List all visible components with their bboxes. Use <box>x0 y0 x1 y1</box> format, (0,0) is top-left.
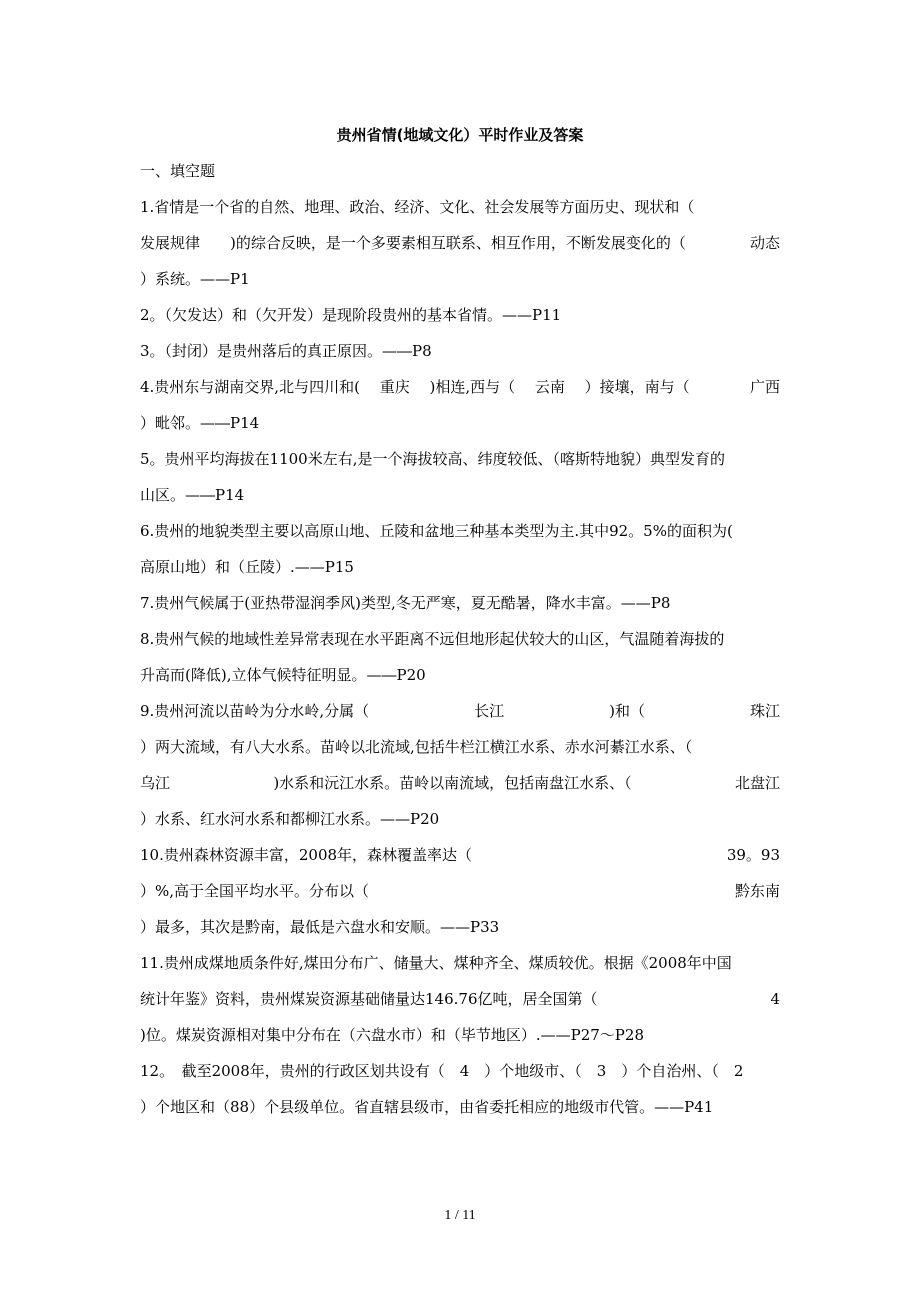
text-segment: ）系统。——P1 <box>140 270 250 288</box>
text-line <box>140 664 780 686</box>
text-line <box>140 700 780 722</box>
text-segment: 9.贵州河流以苗岭为分水岭,分属（ <box>140 702 370 720</box>
text-line <box>140 340 780 362</box>
text-segment: 黔东南 <box>734 882 780 900</box>
document-title: 贵州省情(地域文化）平时作业及答案 <box>336 126 584 144</box>
text-segment: 39。93 <box>726 846 780 864</box>
text-segment: ）两大流域，有八大水系。苗岭以北流域,包括牛栏江横江水系、赤水河綦江水系、（ <box>140 738 693 756</box>
text-line <box>140 412 780 434</box>
text-line <box>140 1096 780 1118</box>
text-line <box>140 736 780 758</box>
text-segment: 北盘江 <box>734 774 780 792</box>
text-line <box>140 844 780 866</box>
text-line <box>140 520 780 542</box>
page-number: 1 / 11 <box>444 1208 476 1223</box>
text-segment: 10.贵州森林资源丰富，2008年，森林覆盖率达（ <box>140 846 473 864</box>
text-segment: ）%,高于全国平均水平。分布以（ <box>140 882 370 900</box>
text-segment: 4.贵州东与湖南交界,北与四川和( 重庆 )相连,西与（ 云南 ）接壤，南与（ <box>140 378 690 396</box>
text-segment: 广西 <box>749 378 780 396</box>
text-segment: 6.贵州的地貌类型主要以高原山地、丘陵和盆地三种基本类型为主.其中92。5%的面积为( <box>140 522 733 540</box>
text-segment: )水系和沅江水系。苗岭以南流域，包括南盘江水系、（ <box>273 774 632 792</box>
text-line <box>140 304 780 326</box>
text-line <box>140 952 780 974</box>
text-segment: ）水系、红水河水系和都柳江水系。——P20 <box>140 810 440 828</box>
text-segment: ）最多，其次是黔南，最低是六盘水和安顺。——P33 <box>140 918 500 936</box>
text-line <box>140 988 780 1010</box>
text-line <box>140 1060 780 1082</box>
text-segment: 发展规律 )的综合反映，是一个多要素相互联系、相互作用，不断发展变化的（ <box>140 234 686 252</box>
text-segment: 8.贵州气候的地域性差异常表现在水平距离不远但地形起伏较大的山区，气温随着海拔的 <box>140 630 725 648</box>
text-line <box>140 484 780 506</box>
text-segment: 珠江 <box>749 702 780 720</box>
text-segment: )位。煤炭资源相对集中分布在（六盘水市）和（毕节地区）.——P27～P28 <box>140 1026 644 1044</box>
text-line <box>140 232 780 254</box>
text-segment: 动态 <box>749 234 780 252</box>
text-segment: 1.省情是一个省的自然、地理、政治、经济、文化、社会发展等方面历史、现状和（ <box>140 198 695 216</box>
text-segment: 5。贵州平均海拔在1100米左右,是一个海拔较高、纬度较低、（喀斯特地貌）典型发育的 <box>140 450 725 468</box>
text-line <box>140 628 780 650</box>
text-segment: )和（ <box>609 702 645 720</box>
text-line <box>140 772 780 794</box>
text-segment: 3。（封闭）是贵州落后的真正原因。—―P8 <box>140 342 432 360</box>
text-line <box>140 808 780 830</box>
text-line <box>140 196 780 218</box>
text-segment: 4 <box>770 990 780 1008</box>
text-segment: 高原山地）和（丘陵）.——P15 <box>140 558 354 576</box>
text-line <box>140 916 780 938</box>
text-line <box>140 592 780 614</box>
section-heading: 一、填空题 <box>140 162 216 180</box>
text-line <box>140 880 780 902</box>
text-segment: ）个地区和（88）个县级单位。省直辖县级市，由省委托相应的地级市代管。——P41 <box>140 1098 714 1116</box>
text-segment: 12。 截至2008年，贵州的行政区划共设有（ 4 ）个地级市、（ 3 ）个自治州、（ 2 <box>140 1062 744 1080</box>
text-segment: 乌江 <box>140 774 171 792</box>
text-line <box>140 556 780 578</box>
text-line <box>140 1024 780 1046</box>
text-segment: ）毗邻。—―P14 <box>140 414 260 432</box>
text-line <box>140 376 780 398</box>
text-segment: 11.贵州成煤地质条件好,煤田分布广、储量大、煤种齐全、煤质较优。根据《2008年中国 <box>140 954 732 972</box>
text-line <box>140 268 780 290</box>
text-segment: 7.贵州气候属于(亚热带湿润季风)类型,冬无严寒，夏无酷暑，降水丰富。——P8 <box>140 594 671 612</box>
text-segment: 长江 <box>474 702 505 720</box>
text-line <box>140 448 780 470</box>
text-segment: 山区。—―P14 <box>140 486 245 504</box>
text-segment: 统计年鉴》资料，贵州煤炭资源基础储量达146.76亿吨，居全国第（ <box>140 990 598 1008</box>
text-segment: 升高而(降低),立体气候特征明显。—―P20 <box>140 666 426 684</box>
text-segment: 2。（欠发达）和（欠开发）是现阶段贵州的基本省情。——P11 <box>140 306 562 324</box>
